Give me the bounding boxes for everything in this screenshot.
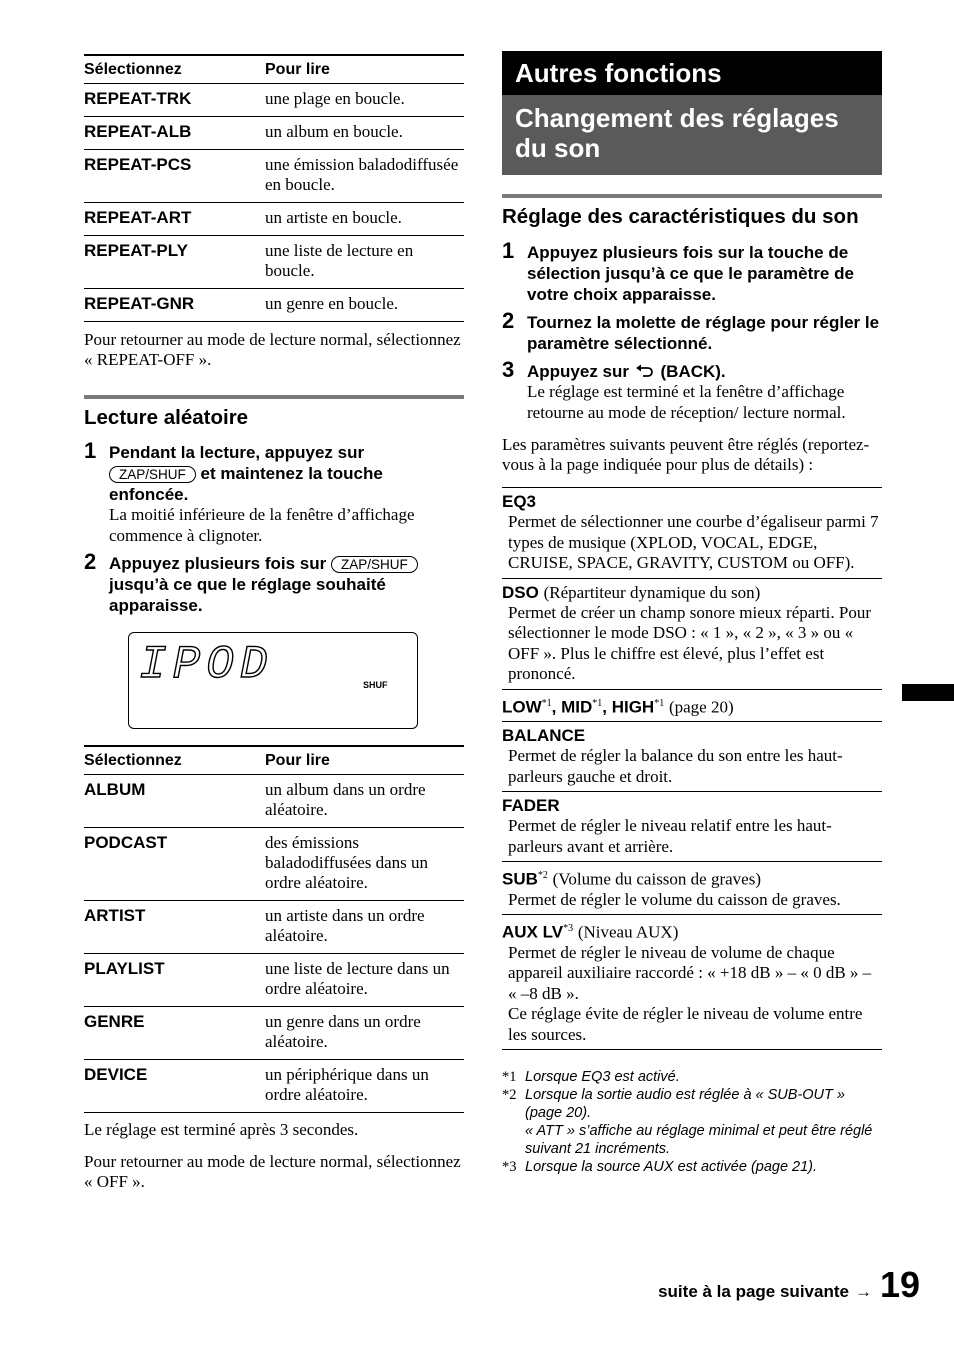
params-intro: Les paramètres suivants peuvent être réglés (reportez-vous à la page indiquée pour plus de détails) :: [502, 435, 870, 474]
param-low-mid-high: [502, 690, 882, 723]
parameter-list: [502, 487, 882, 1050]
table-row: [84, 289, 464, 322]
step-number: 2: [502, 308, 515, 333]
shuffle-table: [84, 745, 464, 1113]
param-description: Permet de régler le volume du caisson de graves.: [508, 889, 841, 909]
table-row: [84, 954, 464, 1007]
column-header: Pour lire: [265, 746, 464, 775]
param-name: BALANCE: [502, 726, 586, 746]
page-footer: [658, 1264, 920, 1306]
param-aux-lv: [502, 915, 882, 1050]
param-extra: (page 20): [668, 697, 734, 717]
param-description: Permet de créer un champ sonore mieux réparti. Pour sélectionner le mode DSO : « 1 », « 2 », « 3 » ou « OFF ». Plus le chiffre est élevé, plus l’effet est prononcé.: [508, 602, 872, 683]
page-tab-marker: [902, 684, 954, 701]
table-cell: un artiste en boucle.: [265, 203, 464, 236]
zap-shuf-button-label: ZAP/SHUF: [109, 466, 196, 483]
table-cell: un artiste dans un ordre aléatoire.: [265, 901, 464, 954]
param-name-text: LOW: [502, 697, 542, 717]
param-fader: [502, 792, 882, 862]
back-arrow-icon: [634, 364, 656, 378]
param-name: FADER: [502, 796, 560, 816]
table-cell: REPEAT-TRK: [84, 84, 265, 117]
param-name-text: , MID: [551, 697, 593, 717]
continued-label: suite à la page suivante: [658, 1282, 849, 1301]
table-row: [84, 150, 464, 203]
table-cell: un album en boucle.: [265, 117, 464, 150]
repeat-table: [84, 54, 464, 322]
footnote-text: « ATT » s’affiche au réglage minimal et peut être réglé suivant 21 incréments.: [525, 1123, 873, 1158]
footnote-text: Lorsque la sortie audio est réglée à « SUB-OUT » (page 20).: [525, 1087, 845, 1122]
table-cell: PLAYLIST: [84, 954, 265, 1007]
table-header-row: [84, 746, 464, 775]
table-row: [84, 1060, 464, 1113]
table-row: [84, 84, 464, 117]
footnote-ref: *1: [541, 697, 552, 709]
param-description: Permet de régler la balance du son entre les haut-parleurs gauche et droit.: [508, 746, 843, 786]
step-description: La moitié inférieure de la fenêtre d’affichage commence à clignoter.: [109, 505, 415, 545]
right-column: [502, 51, 882, 1176]
param-sub: [502, 862, 882, 915]
shuffle-note-1: Le réglage est terminé après 3 secondes.: [84, 1120, 359, 1139]
table-cell: DEVICE: [84, 1060, 265, 1113]
repeat-note: Pour retourner au mode de lecture normal, sélectionnez « REPEAT-OFF ».: [84, 330, 461, 369]
table-cell: ALBUM: [84, 775, 265, 828]
column-header: Pour lire: [265, 55, 464, 84]
page-number: 19: [879, 1264, 920, 1305]
table-cell: REPEAT-ALB: [84, 117, 265, 150]
param-name: [502, 582, 882, 603]
table-cell: REPEAT-GNR: [84, 289, 265, 322]
param-description: Ce réglage évite de régler le niveau de volume entre les sources.: [508, 1004, 863, 1044]
param-dso: [502, 579, 882, 690]
step-text: jusqu’à ce que le réglage souhaité apparaisse.: [109, 575, 386, 615]
param-name: [502, 865, 882, 890]
table-cell: REPEAT-ART: [84, 203, 265, 236]
footnote-key: *3: [502, 1159, 517, 1176]
table-cell: un périphérique dans un ordre aléatoire.: [265, 1060, 464, 1113]
table-cell: un album dans un ordre aléatoire.: [265, 775, 464, 828]
table-row: [84, 828, 464, 901]
table-cell: PODCAST: [84, 828, 265, 901]
table-cell: ARTIST: [84, 901, 265, 954]
param-name-text: AUX LV: [502, 922, 564, 942]
step-number: 2: [84, 549, 97, 574]
footnote-ref: *1: [592, 697, 603, 709]
step-2: [84, 549, 464, 616]
param-balance: [502, 722, 882, 792]
param-name-text: DSO: [502, 582, 539, 602]
step-description: Le réglage est terminé et la fenêtre d’affichage retourne au mode de réception/ lecture normal.: [527, 382, 846, 422]
lcd-shuf-indicator: SHUF: [363, 680, 388, 690]
shuffle-note-2: Pour retourner au mode de lecture normal, sélectionnez « OFF ».: [84, 1152, 461, 1191]
table-row: [84, 203, 464, 236]
table-cell: REPEAT-PLY: [84, 236, 265, 289]
table-cell: une liste de lecture dans un ordre aléatoire.: [265, 954, 464, 1007]
step-number: 3: [502, 357, 515, 382]
param-description: Permet de régler le niveau de volume de chaque appareil auxiliaire raccordé : « +18 dB » – « 0 dB » – « –8 dB ».: [508, 942, 872, 1003]
lcd-segment-text: [129, 633, 417, 728]
step-text: Appuyez sur: [527, 362, 630, 381]
table-row: [84, 901, 464, 954]
chapter-title: Autres fonctions: [502, 51, 882, 95]
footnote-text: Lorsque EQ3 est activé.: [525, 1069, 680, 1086]
footnote: [502, 1122, 882, 1158]
step-instruction: [109, 553, 464, 616]
param-name-text: SUB: [502, 869, 538, 889]
footnote: [502, 1068, 882, 1086]
lcd-main-text: IPOD: [139, 639, 274, 691]
step-1: [502, 238, 882, 305]
step-2: [502, 308, 882, 354]
step-instruction: Tournez la molette de réglage pour régler le paramètre sélectionné.: [527, 313, 880, 353]
table-row: [84, 1007, 464, 1060]
param-description: Permet de régler le niveau relatif entre les haut-parleurs avant et arrière.: [508, 816, 832, 856]
footnotes: [502, 1068, 882, 1176]
step-instruction: [527, 361, 882, 382]
param-name: [502, 918, 882, 943]
footnote-text: Lorsque la source AUX est activée (page 21).: [525, 1159, 818, 1176]
step-number: 1: [502, 238, 515, 263]
footnote-ref: *3: [563, 923, 574, 935]
step-3: [502, 357, 882, 423]
footnote-key: *1: [502, 1069, 517, 1086]
param-description: Permet de sélectionner une courbe d’égaliseur parmi 7 types de musique (XPLOD, VOCAL, EDGE, CRUISE, SPACE, GRAVITY, CUSTOM ou OFF).: [508, 512, 879, 572]
column-header: Sélectionnez: [84, 746, 265, 775]
table-cell: REPEAT-PCS: [84, 150, 265, 203]
arrow-right-icon: →: [854, 1282, 872, 1301]
table-cell: un genre dans un ordre aléatoire.: [265, 1007, 464, 1060]
footnote-key: [502, 1122, 525, 1158]
table-cell: une liste de lecture en boucle.: [265, 236, 464, 289]
param-extra: (Répartiteur dynamique du son): [543, 582, 761, 602]
step-text: Pendant la lecture, appuyez sur: [109, 443, 365, 462]
param-name: [502, 693, 882, 718]
step-instruction: [109, 442, 464, 505]
table-cell: GENRE: [84, 1007, 265, 1060]
table-cell: un genre en boucle.: [265, 289, 464, 322]
table-row: [84, 775, 464, 828]
section-heading: Lecture aléatoire: [84, 395, 464, 430]
table-row: [84, 236, 464, 289]
step-text: et maintenez la touche enfoncée.: [109, 464, 383, 504]
lcd-display-illustration: [128, 632, 418, 729]
section-heading: Réglage des caractéristiques du son: [502, 194, 882, 229]
param-name: EQ3: [502, 492, 537, 511]
table-row: [84, 117, 464, 150]
param-extra: (Niveau AUX): [577, 922, 679, 942]
zap-shuf-button-label: ZAP/SHUF: [331, 556, 418, 573]
param-extra: (Volume du caisson de graves): [552, 869, 761, 889]
step-text: (BACK).: [660, 362, 726, 381]
step-number: 1: [84, 438, 97, 463]
footnote-ref: *2: [537, 870, 548, 882]
footnote-ref: *1: [654, 697, 665, 709]
table-cell: une plage en boucle.: [265, 84, 464, 117]
param-eq3: [502, 488, 882, 579]
left-column: [84, 54, 464, 1192]
table-header-row: [84, 55, 464, 84]
footnote: [502, 1086, 882, 1122]
section-title: Changement des réglages du son: [502, 95, 882, 175]
footnote-key: *2: [502, 1087, 517, 1104]
table-cell: des émissions baladodiffusées dans un ordre aléatoire.: [265, 828, 464, 901]
footnote: [502, 1158, 882, 1176]
column-header: Sélectionnez: [84, 55, 265, 84]
step-1: [84, 438, 464, 546]
param-name-text: , HIGH: [602, 697, 655, 717]
step-text: Appuyez plusieurs fois sur: [109, 554, 327, 573]
table-cell: une émission baladodiffusée en boucle.: [265, 150, 464, 203]
step-instruction: Appuyez plusieurs fois sur la touche de sélection jusqu’à ce que le paramètre de votre choix apparaisse.: [527, 243, 854, 304]
